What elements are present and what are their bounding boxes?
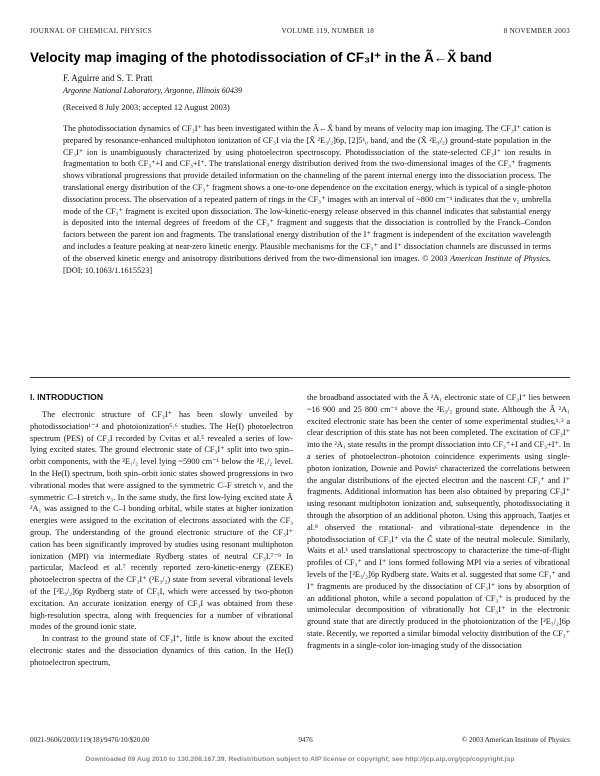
paragraph: The electronic structure of CF₃I⁺ has been slowly unveiled by photodissociation¹⁻⁴ and photoionization⁵˒⁶ studies. The He(I) photoelectron spectrum (PES) of CF₃I recorded by Cvitas et al.⁵ revealed a series of low-lying excited states. The ground electronic state of CF₃I⁺ split into two spin–orbit components, with the ²E₁/₂ level lying ~5900 cm⁻¹ below the ²E₁/₂ level. In the He(I) spectrum, both spin–orbit ionic states showed progressions in two vibrational modes that were assigned to the symmetric C–F stretch ν₁ and the symmetric C–I stretch ν₃. In the same study, the first low-lying excited state Ã ²A₁ was assigned to the C–I bonding orbital, while states at higher ionization energies were assigned to the excitation of electrons associated with the CF₃ group. The understanding of the ground electronic structure of the CF₃I⁺ cation has been significantly improved by studies using resonant multiphoton ionization (MPI) via intermediate Rydberg states of neutral CF₃I.⁷⁻⁹ In particular, Macleod et al.⁷ recently reported zero-kinetic-energy (ZEKE) photoelectron spectra of the CF₃I⁺ (²E₃/₂) state from several vibrational levels of the [²E₃/₂]6p Rydberg state of CF₃I, which were accessed by two-photon excitation. An accurate ionization energy of CF₃I was obtained from these high-resolution spectra, along with frequencies for a number of vibrational modes of the ground ionic state. <box>30 410 293 632</box>
affiliation: Argonne National Laboratory, Argonne, Illinois 60439 <box>63 86 243 95</box>
issue-date: 8 NOVEMBER 2003 <box>503 27 570 35</box>
paragraph: the broadband associated with the Ã ²A₁ electronic state of CF₃I⁺ lies between ~16 900 and 25 800 cm⁻¹ above the ²E₃/₂ ground state. Although the Ã ²A₁ excited electronic state has been the center of some experimental studies,¹˒² a clear description of this state has not been completed. The excitation of CF₃I⁺ into the ²A₁ state results in the prompt dissociation into CF₃⁺+I and CF₃+I⁺. In a series of photoelectron–photoion coincidence experiments using single-photon ionization, Downie and Powis⁶ characterized the correlations between the angular distributions of the ejected electron and the nascent CF₃⁺ and I⁺ fragments. Additional information has been also obtained by preparing CF₃I⁺ using resonant multiphoton ionization and, subsequently, photodissociating it through the absorption of an additional photon. Using this approach, Taatjes et al.⁸ observed the rotational- and vibrational-state dependence in the photodissociation of CF₃I⁺ via the C̃ state of the neutral molecule. Similarly, Waits et al.¹ used translational spectroscopy to characterize the time-of-flight profiles of CF₃⁺ and I⁺ ions formed following MPI via a series of vibrational levels of the [²E₃/₂]6p Rydberg state. Waits et al. suggested that some CF₃⁺ and I⁺ fragments are produced by the dissociation of CF₃I⁺ ions by absorption of an additional photon, while a second population of CF₃⁺ is produced by the unimolecular decomposition of vibrationally hot CF₃I⁺ in the electronic ground state that are directly produced in the photoionization of the [²E₃/₂]6p state. Recently, we reported a similar bimodal velocity distribution of the CF₃⁺ fragments in a single-color ion-imaging study of the dissociation <box>307 393 570 650</box>
volume-number: VOLUME 119, NUMBER 18 <box>281 27 375 35</box>
doi[interactable]: [DOI: 10.1063/1.1615523] <box>63 265 153 275</box>
received-dates: (Received 8 July 2003; accepted 12 August 2003) <box>63 103 230 112</box>
abstract-divider <box>30 377 570 378</box>
page-footer <box>30 736 570 744</box>
footer-copyright: © 2003 American Institute of Physics <box>461 736 570 744</box>
abstract-text: The photodissociation dynamics of CF₃I⁺ has been investigated within the Ã←X̃ band by means of velocity map ion imaging. The CF₃I⁺ cation is prepared by resonance-enhanced multiphoton ionization of CF₃I via the [X̃ ²E₃/₂]6p, [2]5¹₀ band, and the (X̃ ²E₃/₂) ground-state population in the CF₃I⁺ ion is unambiguously characterized by using photoelectron spectroscopy. Photodissociation of the state-selected CF₃I⁺ ion results in fragmentation to both CF₃⁺+I and CF₃+I⁺. The translational energy distribution derived from the two-dimensional images of the CF₃⁺ fragments shows vibrational progressions that provide detailed information on the channeling of the parent internal energy into the dissociation process. The translational energy distribution of the CF₃⁺ fragment shows a one-to-one dependence on the excitation energy, which is typical of a single-photon dissociation process. The observation of a repeated pattern of rings in the CF₃⁺ images with an interval of ~800 cm⁻¹ indicates that the ν₂ umbrella mode of the CF₃⁺ fragment is excited upon dissociation. The low-kinetic-energy release observed in this channel indicates that substantial energy is deposited into the internal degrees of freedom of the CF₃⁺ fragment and suggests that the dissociation is controlled by the Franck–Condon factors between the parent ion and fragments. The translational energy distribution of the I⁺ fragment is independent of the excitation wavelength and includes a feature peaking at near-zero kinetic energy. Plausible mechanisms for the CF₃⁺ and I⁺ dissociation channels are discussed in terms of the observed kinetic energy and anisotropy distributions derived from the two-dimensional ion images. © 2003 <box>63 124 551 263</box>
journal-name: JOURNAL OF CHEMICAL PHYSICS <box>30 27 152 35</box>
download-notice[interactable]: Downloaded 09 Aug 2010 to 130.208.167.39. Redistribution subject to AIP license or copyright; see http://jcp.aip.org/jcp/copyright.jsp <box>85 756 515 763</box>
section-heading: I. INTRODUCTION <box>30 392 104 402</box>
copyright-holder: American Institute of Physics. <box>450 253 552 263</box>
left-column <box>30 409 293 669</box>
right-column <box>307 392 570 652</box>
authors: F. Aguirre and S. T. Pratt <box>63 73 153 83</box>
paragraph: In contrast to the ground state of CF₃I⁺, little is know about the excited electronic states and the dissociation dynamics of this cation. In the He(I) photoelectron spectrum, <box>30 634 293 667</box>
abstract <box>63 123 551 276</box>
article-title: Velocity map imaging of the photodissociation of CF₃I⁺ in the Ã←X̃ band <box>30 50 492 65</box>
page-number: 9476 <box>298 736 313 744</box>
footer-code: 0021-9606/2003/119(18)/9476/10/$20.00 <box>30 736 150 744</box>
running-header <box>30 27 570 35</box>
